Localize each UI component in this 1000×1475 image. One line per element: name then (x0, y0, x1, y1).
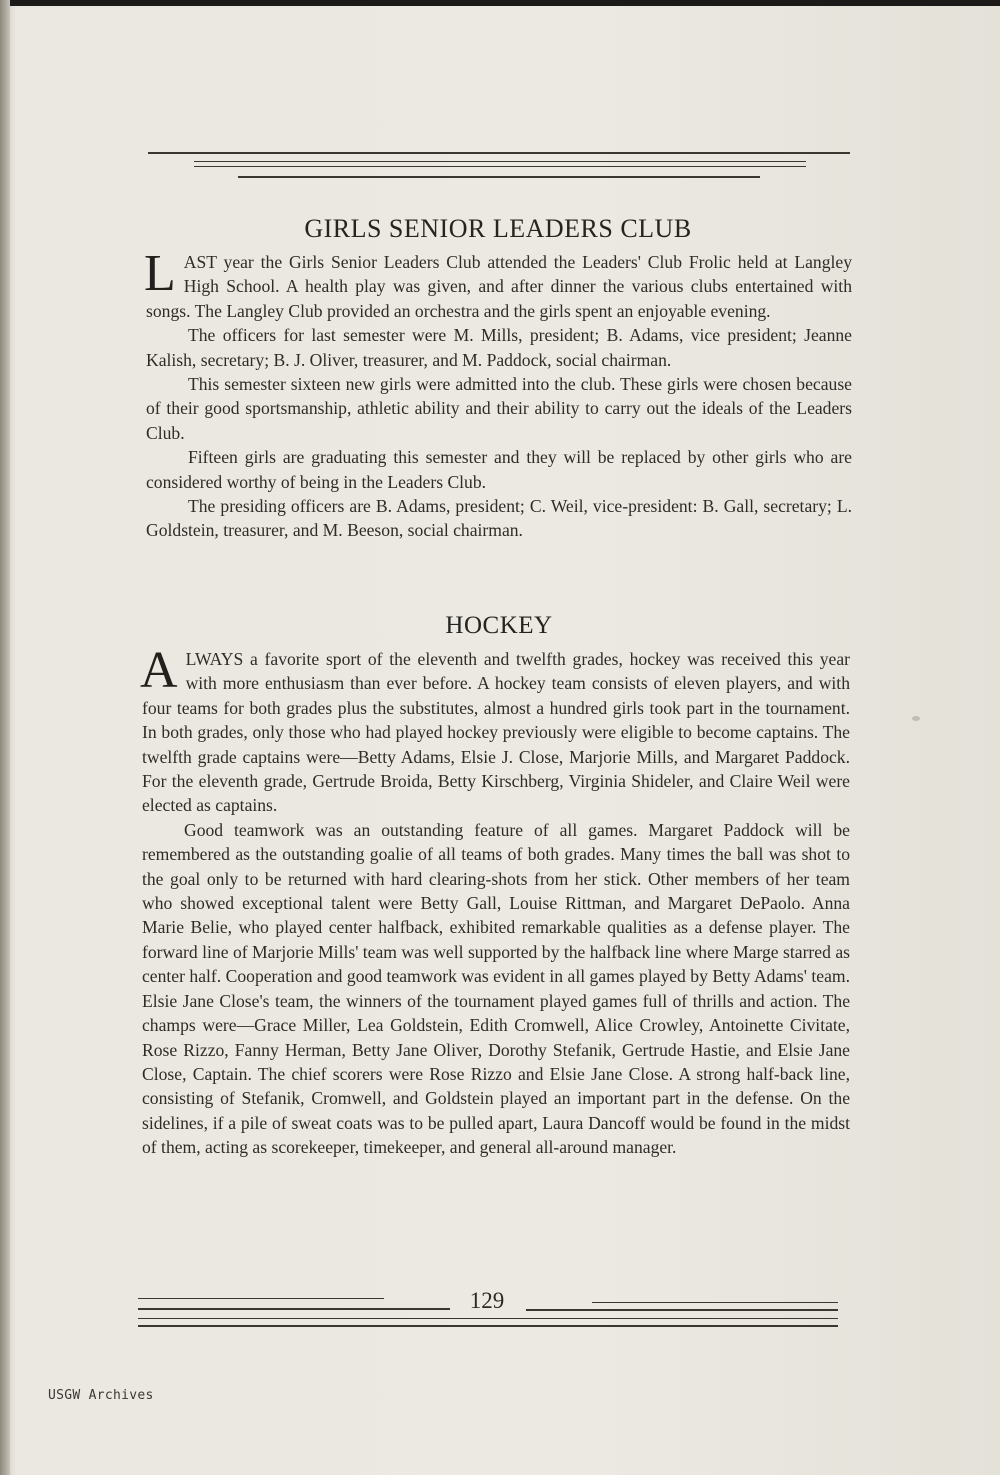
archive-watermark: USGW Archives (48, 1388, 154, 1403)
hockey-paragraph-text: LWAYS a favorite sport of the eleventh and twelfth grades, hockey was received this year with more enthusiasm than ever before. A hockey team consists of eleven players, and with four teams for both grades plus the substitutes, almost a hundred girls took part in the tournament. In both grades, only those who had played hockey previously were eligible to become captains. The twelfth grade captains were—Betty Adams, Elsie J. Close, Marjorie Mills, and Margaret Paddock. For the eleventh grade, Gertrude Broida, Betty Kirschberg, Virginia Shideler, and Claire Weil were elected as captains. (142, 649, 850, 816)
hockey-dropcap: A (140, 642, 178, 699)
paper-smudge (912, 716, 920, 721)
leaders-club-paragraph-text: AST year the Girls Senior Leaders Club attended the Leaders' Club Frolic held at Langley High School. A health play was given, and after dinner the various clubs entertained with songs. The Langley Club provided an orchestra and the girls spent an enjoyable evening. (146, 252, 852, 321)
footer-rule (138, 1298, 384, 1299)
leaders-club-heading: GIRLS SENIOR LEADERS CLUB (304, 214, 692, 243)
hockey-article (140, 642, 850, 1160)
leaders-club-paragraph: This semester sixteen new girls were admitted into the club. These girls were chosen because of their good sportsmanship, athletic ability and their ability to carry out the ideals of the Leaders Club. (146, 374, 852, 443)
footer-rule (526, 1309, 838, 1311)
page-top-edge (0, 0, 1000, 6)
footer-rule (138, 1318, 838, 1319)
header-rule (148, 152, 850, 154)
leaders-club-paragraph: Fifteen girls are graduating this semester and they will be replaced by other girls who are considered worthy of being in the Leaders Club. (146, 447, 852, 492)
header-rule (194, 166, 806, 167)
page-number: 129 (469, 1288, 505, 1313)
footer-rule (592, 1302, 838, 1303)
footer-rule (138, 1325, 838, 1327)
leaders-club-paragraph: The officers for last semester were M. Mills, president; B. Adams, vice president; Jeanne Kalish, secretary; B. J. Oliver, treasurer, and M. Paddock, social chairman. (146, 325, 852, 370)
header-rule (194, 161, 806, 162)
hockey-heading: HOCKEY (445, 612, 553, 639)
leaders-club-paragraph (144, 245, 852, 323)
hockey-paragraph: Good teamwork was an outstanding feature of all games. Margaret Paddock will be remembered as the outstanding goalie of all teams of both grades. Many times the ball was shot to the goal only to be returned with hard clearing-shots from her stick. Other members of her team who showed exceptional talent were Betty Gall, Louise Rittman, and Margaret DePaolo. Anna Marie Belie, who played center halfback, exhibited remarkable qualities as a defense player. The forward line of Marjorie Mills' team was well supported by the halfback line where Marge starred as center half. Cooperation and good teamwork was evident in all games played by Betty Adams' team. Elsie Jane Close's team, the winners of the tournament played games full of thrills and action. The champs were—Grace Miller, Lea Goldstein, Edith Cromwell, Alice Crowley, Antoinette Civitate, Rose Rizzo, Fanny Herman, Betty Jane Oliver, Dorothy Stefanik, Gertrude Hastie, and Elsie Jane Close, Captain. The chief scorers were Rose Rizzo and Elsie Jane Close. A strong half-back line, consisting of Stefanik, Cromwell, and Goldstein played an important part in the defense. On the sidelines, if a pile of sweat coats was to be pulled apart, Laura Dancoff would be found in the midst of them, acting as scorekeeper, timekeeper, and general all-around manager. (142, 819, 850, 1158)
hockey-paragraph (140, 642, 850, 818)
footer-rule (138, 1308, 450, 1310)
header-rule (238, 176, 760, 178)
page-binding-shadow (0, 0, 10, 1475)
leaders-club-article (144, 245, 852, 543)
leaders-club-paragraph: The presiding officers are B. Adams, president; C. Weil, vice-president: B. Gall, secretary; L. Goldstein, treasurer, and M. Beeson, social chairman. (146, 496, 852, 541)
leaders-club-dropcap: L (144, 245, 176, 302)
